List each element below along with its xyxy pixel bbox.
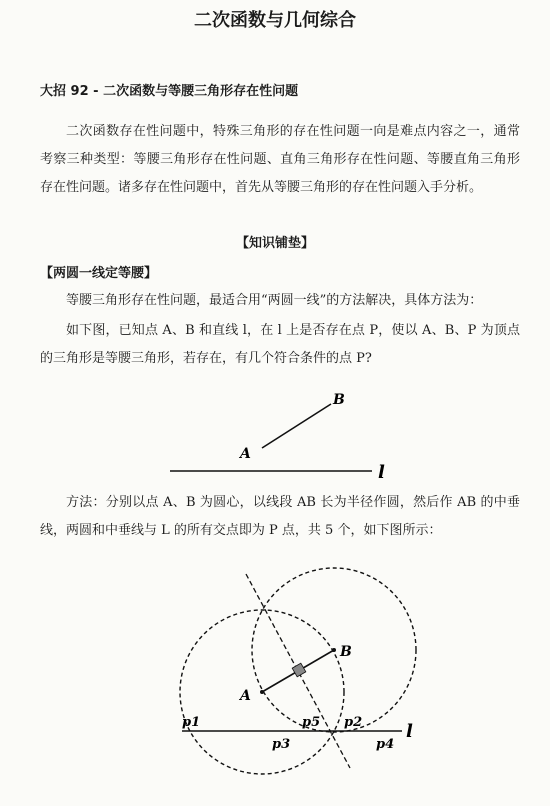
label-p2: p2 [344,715,363,730]
right-angle-marker [292,663,306,677]
solution-paragraph: 方法：分别以点 A、B 为圆心，以线段 AB 长为半径作圆，然后作 AB 的中垂线，两圆和中垂线与 L 的所有交点即为 P 点，共 5 个，如下图所示： [40,495,520,538]
section-heading: 大招 92 - 二次函数与等腰三角形存在性问题 [40,84,299,99]
label-point-b: B [340,644,352,660]
point-b-dot [332,648,336,652]
label-p3: p3 [272,737,291,752]
subheading: 【两圆一线定等腰】 [40,266,158,281]
point-a-dot [260,690,264,694]
label-line-l: l [378,462,385,483]
knowledge-heading: 【知识铺垫】 [235,236,314,251]
label-p5: p5 [302,715,321,730]
label-point-b: B [333,392,345,408]
label-p1: p1 [182,715,201,730]
label-p4: p4 [376,737,395,752]
page-title: 二次函数与几何综合 [194,10,356,31]
intro-paragraph: 二次函数存在性问题中，特殊三角形的存在性问题一向是难点内容之一，通常考察三种类型：等腰三角形存在性问题、直角三角形存在性问题、等腰直角三角形存在性问题。诸多存在性问题中，首先从等腰三角形的存在性问题入手分析。 [40,124,520,195]
method-paragraph: 等腰三角形存在性问题，最适合用“两圆一线”的方法解决，具体方法为： [66,293,483,308]
example-paragraph: 如下图，已知点 A、B 和直线 l，在 l 上是否存在点 P，使以 A、B、P 为顶点的三角形是等腰三角形，若存在，有几个符合条件的点 P? [40,323,520,366]
label-point-a: A [240,446,251,462]
label-line-l: l [406,721,413,742]
label-point-a: A [240,688,251,704]
